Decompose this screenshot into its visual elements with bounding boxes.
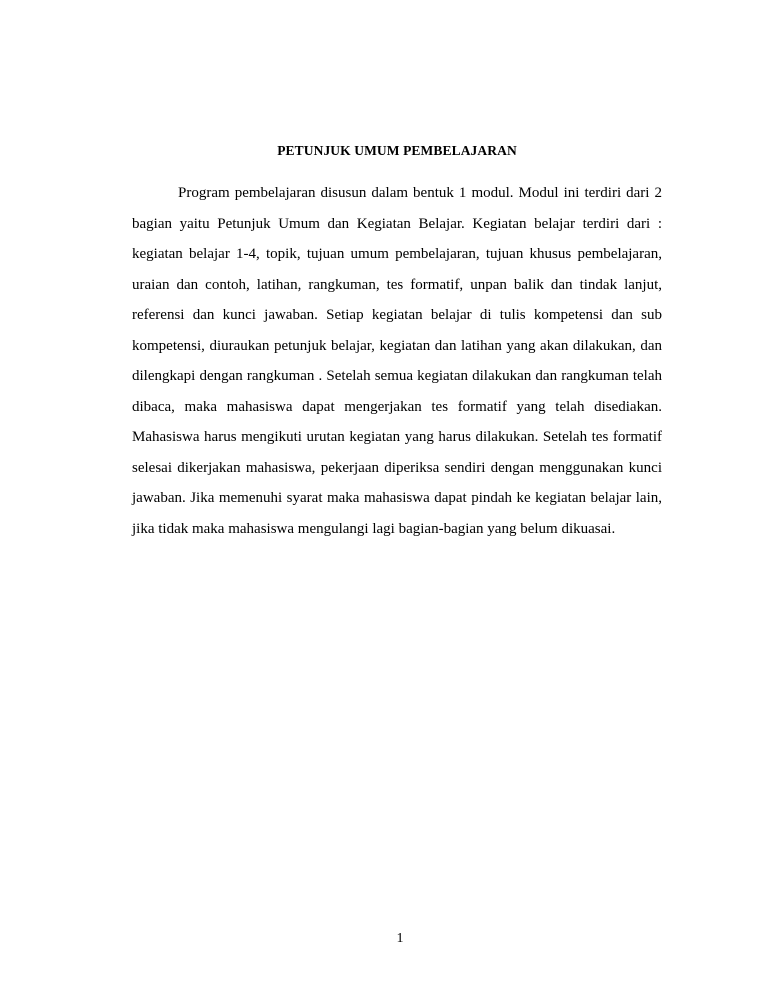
page-title: PETUNJUK UMUM PEMBELAJARAN xyxy=(277,143,517,158)
body-paragraph: Program pembelajaran disusun dalam bentuk 1 modul. Modul ini terdiri dari 2 bagian yaitu Petunjuk Umum dan Kegiatan Belajar. Kegiatan belajar terdiri dari : kegiatan belajar 1-4, topik, tujuan umum pembelajaran, tujuan khusus pembelajaran, uraian dan contoh, latihan, rangkuman, tes formatif, unpan balik dan tindak lanjut, referensi dan kunci jawaban. Setiap kegiatan belajar di tulis kompetensi dan sub kompetensi, diuraukan petunjuk belajar, kegiatan dan latihan yang akan dilakukan, dan dilengkapi dengan rangkuman . Setelah semua kegiatan dilakukan dan rangkuman telah dibaca, maka mahasiswa dapat mengerjakan tes formatif yang telah disediakan. Mahasiswa harus mengikuti urutan kegiatan yang harus dilakukan. Setelah tes formatif selesai dikerjakan mahasiswa, pekerjaan diperiksa sendiri dengan menggunakan kunci jawaban. Jika memenuhi syarat maka mahasiswa dapat pindah ke kegiatan belajar lain, jika tidak maka mahasiswa mengulangi lagi bagian-bagian yang belum dikuasai. xyxy=(132,185,662,537)
page-number: 1 xyxy=(396,931,404,946)
